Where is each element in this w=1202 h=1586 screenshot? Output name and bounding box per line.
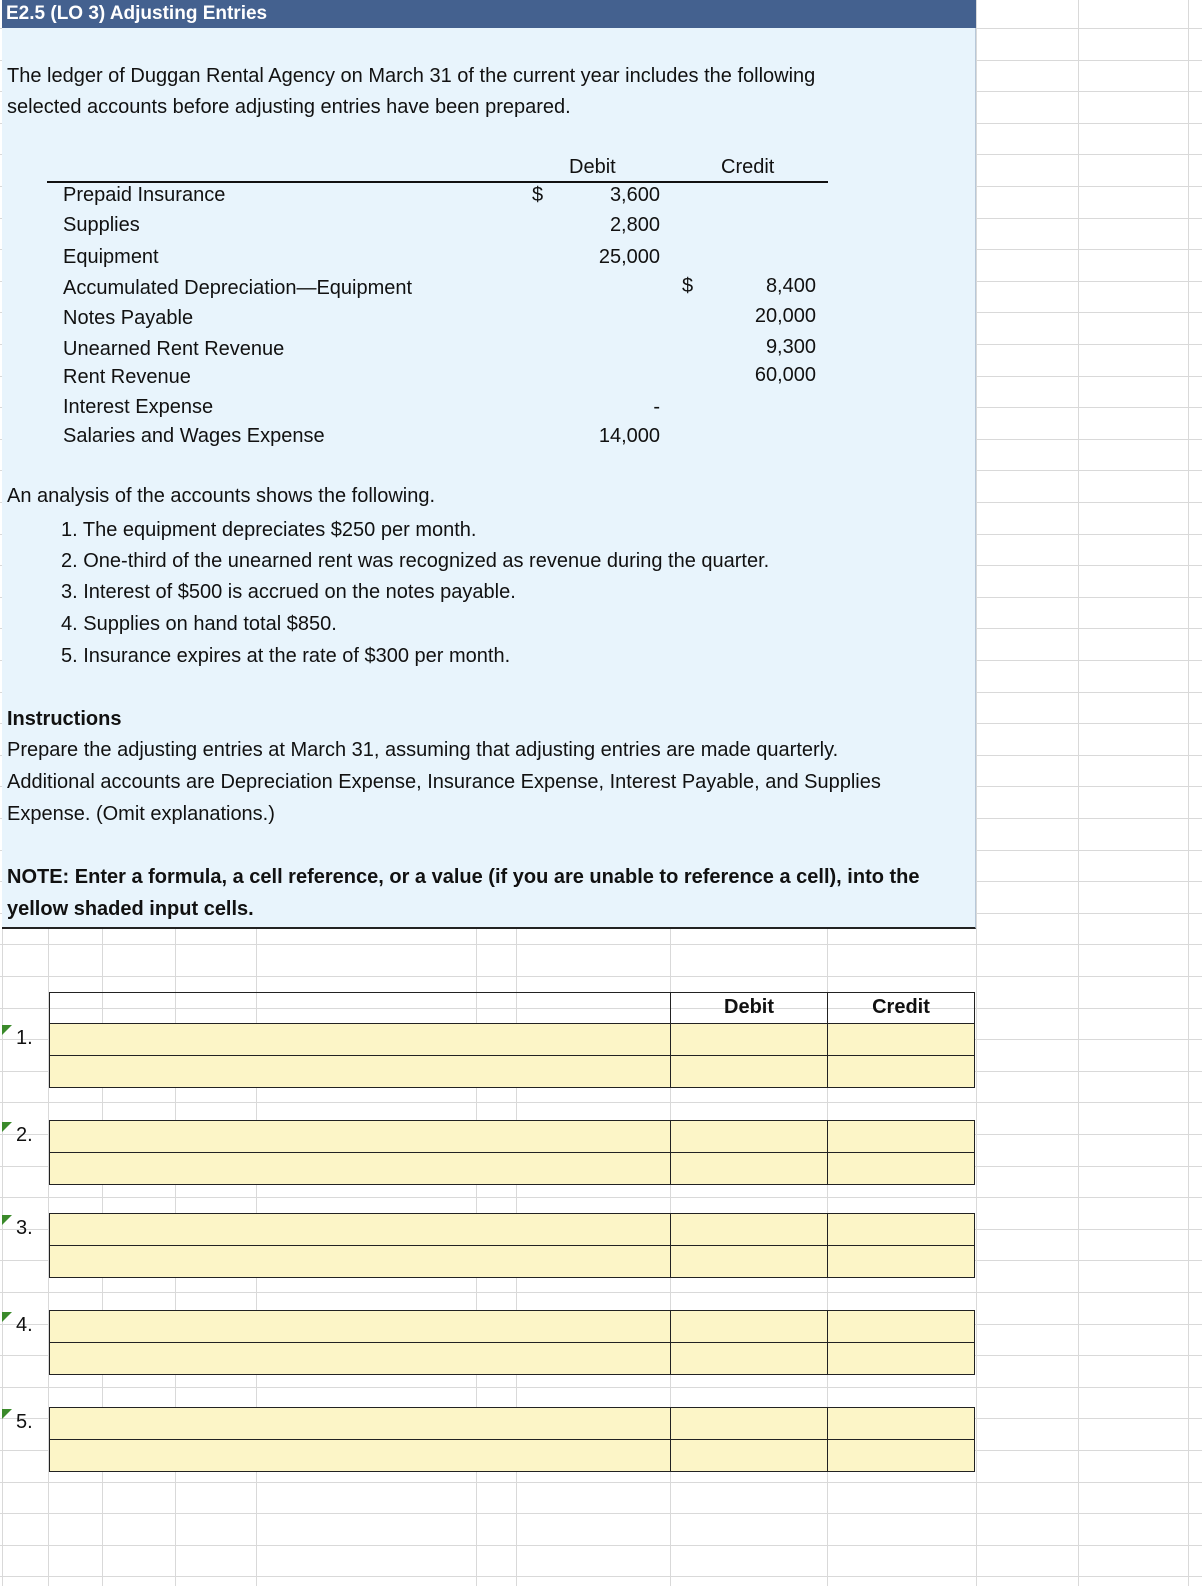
debit-dollar-sign: $: [532, 184, 544, 206]
credit-input-cell[interactable]: [827, 1310, 975, 1343]
ledger-credit-value: 20,000: [754, 305, 816, 327]
account-input-cell[interactable]: [49, 1245, 671, 1278]
account-input-cell[interactable]: [49, 1120, 671, 1153]
formula-indicator-icon: [2, 1215, 12, 1225]
ledger-debit-value: -: [653, 396, 660, 418]
debit-input-cell[interactable]: [670, 1245, 828, 1278]
credit-input-cell[interactable]: [827, 1152, 975, 1185]
account-input-cell[interactable]: [49, 1310, 671, 1343]
ledger-debit-value: 2,800: [609, 214, 660, 236]
ledger-account-name: Supplies: [63, 214, 140, 236]
note-line-1: NOTE: Enter a formula, a cell reference, or a value (if you are unable to reference a cell), into the: [7, 866, 920, 888]
ledger-account-name: Interest Expense: [63, 396, 214, 418]
ledger-account-name: Salaries and Wages Expense: [63, 425, 325, 447]
formula-indicator-icon: [2, 1025, 12, 1035]
ledger-account-name: Rent Revenue: [63, 366, 191, 388]
ledger-account-name: Unearned Rent Revenue: [63, 338, 285, 360]
credit-dollar-sign: $: [682, 275, 694, 297]
account-input-cell[interactable]: [49, 1407, 671, 1440]
account-input-cell[interactable]: [49, 1342, 671, 1375]
debit-input-cell[interactable]: [670, 1055, 828, 1088]
ledger-account-name: Equipment: [63, 246, 159, 268]
ledger-account-name: Notes Payable: [63, 307, 194, 329]
debit-input-cell[interactable]: [670, 1310, 828, 1343]
journal-account-header-cell: [49, 992, 671, 1024]
ledger-account-name: Prepaid Insurance: [63, 184, 226, 206]
formula-indicator-icon: [2, 1312, 12, 1322]
debit-input-cell[interactable]: [670, 1439, 828, 1472]
account-input-cell[interactable]: [49, 1055, 671, 1088]
instructions-line-1: Prepare the adjusting entries at March 31, assuming that adjusting entries are made quarterly.: [7, 739, 839, 761]
formula-indicator-icon: [2, 1122, 12, 1132]
analysis-item-1: 1. The equipment depreciates $250 per month.: [61, 519, 477, 541]
ledger-credit-value: 9,300: [765, 336, 816, 358]
ledger-credit-value: 8,400: [765, 275, 816, 297]
ledger-debit-value: 3,600: [609, 184, 660, 206]
account-input-cell[interactable]: [49, 1023, 671, 1056]
debit-input-cell[interactable]: [670, 1120, 828, 1153]
credit-input-cell[interactable]: [827, 1120, 975, 1153]
debit-input-cell[interactable]: [670, 1213, 828, 1246]
analysis-item-5: 5. Insurance expires at the rate of $300 per month.: [61, 645, 511, 667]
analysis-item-2: 2. One-third of the unearned rent was recognized as revenue during the quarter.: [61, 550, 770, 572]
intro-line-1: The ledger of Duggan Rental Agency on March 31 of the current year includes the following: [7, 65, 816, 87]
account-input-cell[interactable]: [49, 1439, 671, 1472]
instructions-line-2: Additional accounts are Depreciation Expense, Insurance Expense, Interest Payable, and Supplies: [7, 771, 881, 793]
credit-input-cell[interactable]: [827, 1407, 975, 1440]
note-line-2: yellow shaded input cells.: [7, 898, 254, 920]
ledger-debit-header: Debit: [569, 156, 616, 178]
ledger-header-rule: [47, 181, 828, 183]
ledger-credit-value: 60,000: [754, 364, 816, 386]
journal-credit-header: Credit: [872, 996, 930, 1018]
credit-input-cell[interactable]: [827, 1439, 975, 1472]
intro-line-2: selected accounts before adjusting entries have been prepared.: [7, 96, 571, 118]
debit-input-cell[interactable]: [670, 1342, 828, 1375]
credit-input-cell[interactable]: [827, 1245, 975, 1278]
ledger-credit-header: Credit: [721, 156, 775, 178]
exercise-title: E2.5 (LO 3) Adjusting Entries: [2, 0, 976, 28]
account-input-cell[interactable]: [49, 1152, 671, 1185]
analysis-heading: An analysis of the accounts shows the following.: [7, 485, 436, 507]
credit-input-cell[interactable]: [827, 1023, 975, 1056]
entry-number-label: 4.: [16, 1314, 33, 1336]
credit-input-cell[interactable]: [827, 1213, 975, 1246]
debit-input-cell[interactable]: [670, 1152, 828, 1185]
entry-number-label: 2.: [16, 1124, 33, 1146]
account-input-cell[interactable]: [49, 1213, 671, 1246]
ledger-debit-value: 25,000: [598, 246, 660, 268]
debit-input-cell[interactable]: [670, 1023, 828, 1056]
ledger-account-name: Accumulated Depreciation—Equipment: [63, 277, 413, 299]
instructions-line-3: Expense. (Omit explanations.): [7, 803, 275, 825]
debit-input-cell[interactable]: [670, 1407, 828, 1440]
entry-number-label: 3.: [16, 1217, 33, 1239]
credit-input-cell[interactable]: [827, 1342, 975, 1375]
entry-number-label: 1.: [16, 1027, 33, 1049]
entry-number-label: 5.: [16, 1411, 33, 1433]
formula-indicator-icon: [2, 1409, 12, 1419]
ledger-debit-value: 14,000: [598, 425, 660, 447]
credit-input-cell[interactable]: [827, 1055, 975, 1088]
problem-panel: [2, 28, 976, 929]
journal-debit-header: Debit: [724, 996, 774, 1018]
analysis-item-3: 3. Interest of $500 is accrued on the notes payable.: [61, 581, 516, 603]
instructions-heading: Instructions: [7, 708, 122, 730]
analysis-item-4: 4. Supplies on hand total $850.: [61, 613, 337, 635]
